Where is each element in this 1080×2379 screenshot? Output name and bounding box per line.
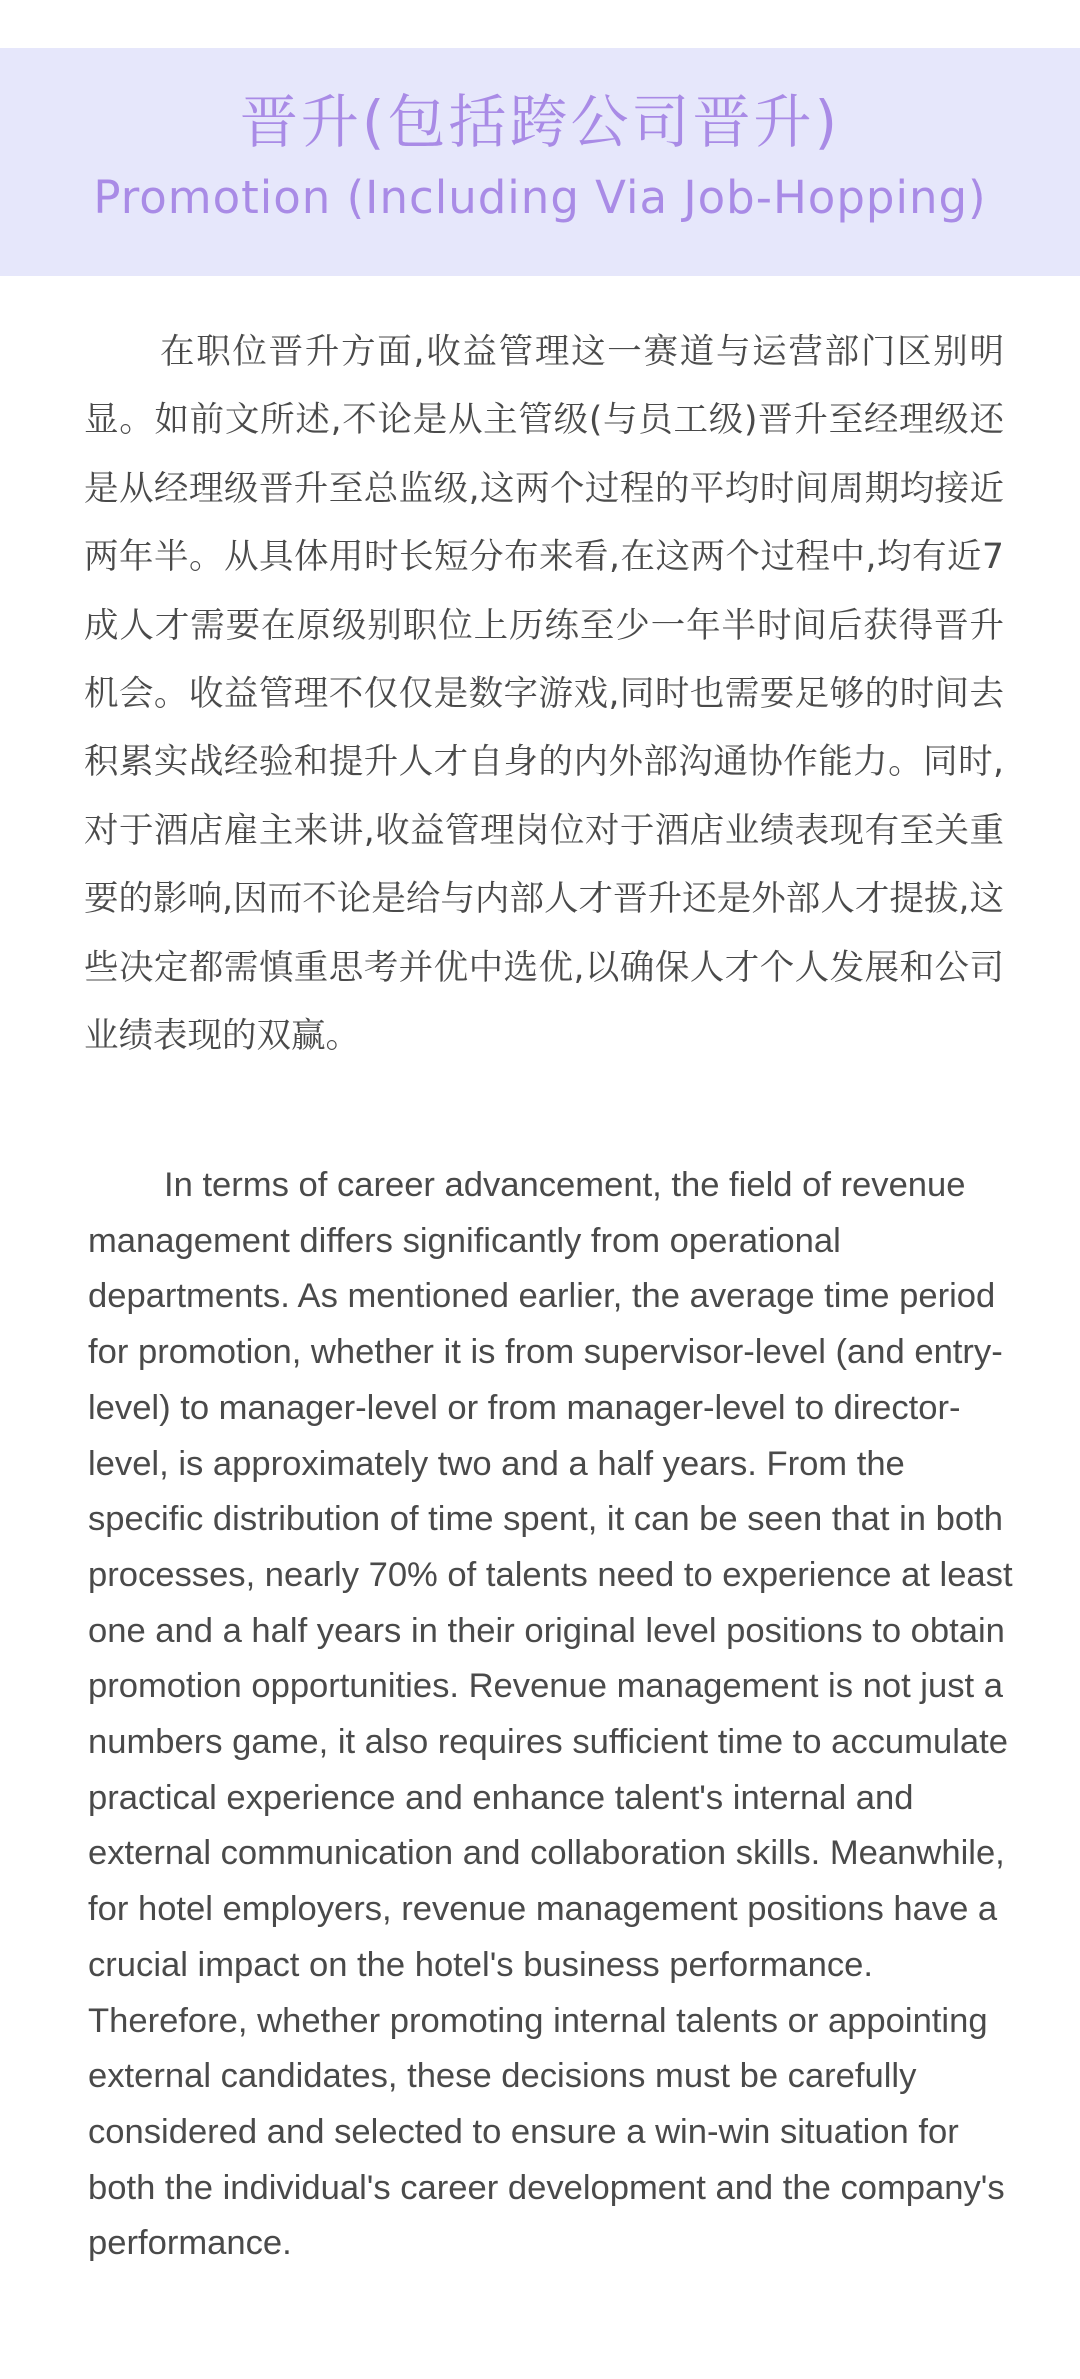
section-title-chinese: 晋升(包括跨公司晋升) <box>239 88 841 156</box>
section-header <box>0 48 1080 276</box>
body-paragraph-english: In terms of career advancement, the field of revenue management differs significantly from operational departments. As mentioned earlier, the average time period for promotion, whether it is from supervisor-level (and entry-level) to manager-level or from manager-level to director-level, is approximately two and a half years. From the specific distribution of time spent, it can be seen that in both processes, nearly 70% of talents need to experience at least one and a half years in their original level positions to obtain promotion opportunities. Revenue management is not just a numbers game, it also requires sufficient time to accumulate practical experience and enhance talent's internal and external communication and collaboration skills. Meanwhile, for hotel employers, revenue management positions have a crucial impact on the hotel's business performance. Therefore, whether promoting internal talents or appointing external candidates, these decisions must be carefully considered and selected to ensure a win-win situation for both the individual's career development and the company's performance. <box>88 1166 1013 2263</box>
section-title-english: Promotion (Including Via Job-Hopping) <box>93 171 987 224</box>
body-paragraph-chinese: 在职位晋升方面,收益管理这一赛道与运营部门区别明显。如前文所述,不论是从主管级(与员工级)晋升至经理级还是从经理级晋升至总监级,这两个过程的平均时间周期均接近两年半。从具体用时长短分布来看,在这两个过程中,均有近7成人才需要在原级别职位上历练至少一年半时间后获得晋升机会。收益管理不仅仅是数字游戏,同时也需要足够的时间去积累实战经验和提升人才自身的内外部沟通协作能力。同时,对于酒店雇主来讲,收益管理岗位对于酒店业绩表现有至关重要的影响,因而不论是给与内部人才晋升还是外部人才提拔,这些决定都需慎重思考并优中选优,以确保人才个人发展和公司业绩表现的双赢。 <box>84 332 1004 1057</box>
